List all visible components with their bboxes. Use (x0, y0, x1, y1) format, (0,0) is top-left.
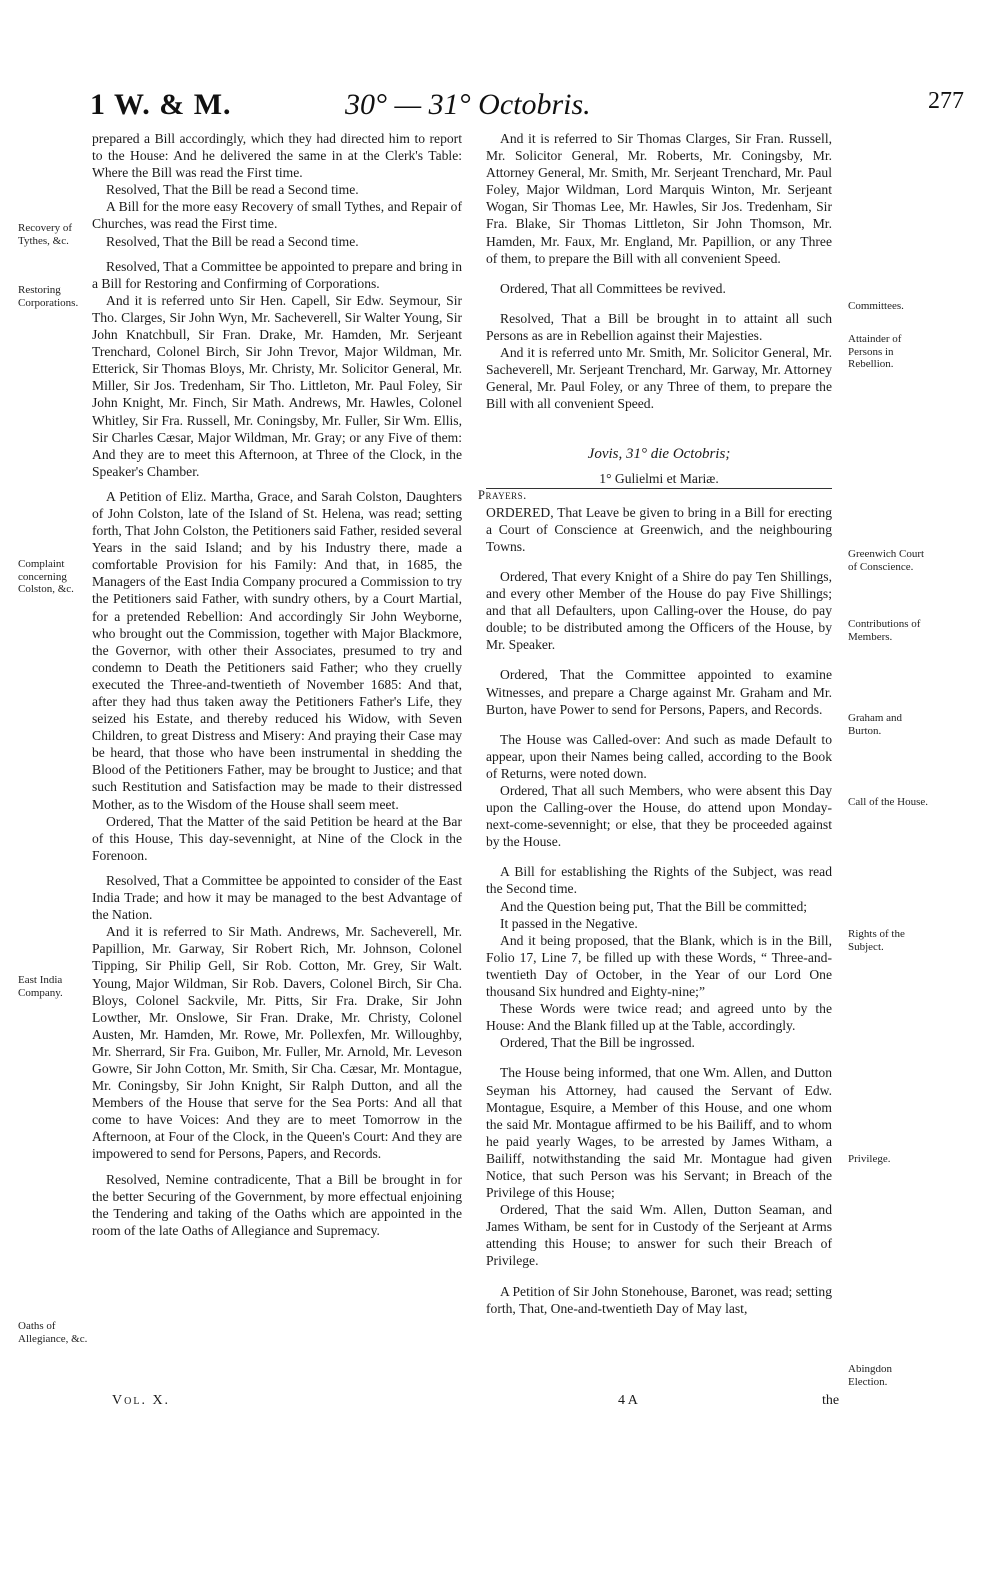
margin-note: Contributions of Members. (848, 618, 921, 643)
margin-note: Abingdon Election. (848, 1363, 892, 1388)
paragraph: Resolved, That a Committee be appointed to consider of the East India Trade; and how it may be managed to the best Advantage of the Nation. (92, 872, 462, 923)
margin-note: Complaint concerning Colston, &c. (18, 558, 74, 595)
margin-note: Privilege. (848, 1153, 891, 1165)
margin-note: Recovery of Tythes, &c. (18, 222, 73, 247)
paragraph: A Petition of Eliz. Martha, Grace, and Sarah Colston, Daughters of John Colston, late of the Island of St. Helena, was read; setting forth, That John Colston, the Petitioners said Father, resided several Years in the said Island; and by his Industry there, made a comfortable Provision for his Family: And that, in 1685, the Managers of the East India Company procured a Commission to try the Petitioners said Father, with sundry others, by a Court Martial, for a pretended Rebellion: And accordingly Sir John Weyborne, who brought out the Commission, together with Major Blackmore, the Governor, with other their Associates, presumed to try and condemn to Death the Petitioners said Father; who they cruelly executed the Three-and-twentieth of November 1685: And that, after they had thus taken away the Petitioners Father's Life, they seized his Estate, and thereby reduced his Widow, with Seven Children, to great Distress and Misery: And praying their Case may be heard, that those who have been instrumental in shedding the Blood of the Petitioners Father, may be brought to Justice; and that such Restitution and Satisfaction may be made to their distressed Mother, as to the Wisdom of the House shall seem meet. (92, 488, 462, 812)
paragraph: Ordered, That the Committee appointed to examine Witnesses, and prepare a Charge against Mr. Graham and Mr. Burton, have Power to send for Persons, Papers, and Records. (486, 667, 832, 717)
paragraph: And it is referred to Sir Math. Andrews, Mr. Sacheverell, Mr. Papillion, Mr. Garway, Sir Robert Rich, Mr. Johnson, Colonel Tipping, Sir Philip Gell, Sir Rob. Cotton, Mr. Grey, Sir Walt. Young, Major Wildman, Sir Rob. Davers, Colonel Birch, Sir Cha. Bloys, Colonel Sackvile, Mr. Pitts, Sir Fra. Drake, Sir John Lowther, Mr. Onslowe, Sir Fran. Drake, Mr. Christy, Colonel Austen, Mr. Hamden, Mr. Rowe, Mr. Pollexfen, Mr. Willoughby, Mr. Sherrard, Sir Fra. Guibon, Mr. Fuller, Mr. Arnold, Mr. Leveson Gowre, Sir John Cotton, Mr. Smith, Sir Cha. Cæsar, Mr. Montague, Mr. Coningsby, Sir John Knight, Sir Ralph Dutton, and all the Members of the House that serve for the Sea Ports: And all that come to have Voices: And they are to meet Tomorrow in the Afternoon, at Four of the Clock, in the Queen's Court: And they are impowered to send for Persons, Papers, and Records. (92, 924, 462, 1162)
right-column (478, 130, 832, 1317)
paragraph: Resolved, That the Bill be read a Second time. (106, 182, 359, 198)
left-column (92, 130, 462, 1239)
paragraph: It passed in the Negative. (500, 915, 638, 931)
section-divider (486, 488, 832, 489)
paragraph: A Bill for establishing the Rights of the Subject, was read the Second time. (486, 864, 832, 897)
paragraph: And the Question being put, That the Bill be committed; (500, 898, 808, 914)
margin-note: Attainder of Persons in Rebellion. (848, 333, 902, 370)
paragraph: Ordered, That all Committees be revived. (500, 280, 726, 296)
paragraph: The House being informed, that one Wm. Allen, and Dutton Seyman his Attorney, had caused the Servant of Edw. Montague, Esquire, a Member of this House, and one whom the said Mr. Montague affirmed to be his Bailiff, and to whom he paid yearly Wages, to be arrested by James Witham, a Bailiff, notwithstanding the said Mr. Montague had given Notice, that such Person was his Servant; in Breach of the Privilege of this House; (486, 1065, 832, 1201)
paragraph: And it is referred to Sir Thomas Clarges, Sir Fran. Russell, Mr. Solicitor General, Mr. Roberts, Mr. Coningsby, Mr. Attorney General, Mr. Smith, Mr. Serjeant Trenchard, Mr. Paul Foley, Major Wildman, Lord Marquis Winton, Mr. Serjeant Wogan, Sir Thomas Lee, Mr. Hawles, Sir Jos. Tredenham, Sir Fra. Blake, Sir Thomas Littleton, Sir John Thomson, Mr. Hamden, Mr. Faux, Mr. England, Mr. Papillion, or any Three of them, to prepare the Bill with all convenient Speed. (486, 131, 832, 266)
margin-note: East India Company. (18, 974, 63, 999)
paragraph: Resolved, Nemine contradicente, That a Bill be brought in for the better Securing of the Government, by more effectual enjoining the Tendering and taking of the Oaths which are appointed in the room of the late Oaths of Allegiance and Supremacy. (92, 1171, 462, 1238)
prayers-heading: Prayers. (478, 487, 527, 502)
paragraph: Resolved, That a Bill be brought in to attaint all such Persons as are in Rebellion against their Majesties. (486, 310, 832, 343)
paragraph: Ordered, That every Knight of a Shire do pay Ten Shillings, and every other Member of the House do pay Five Shillings; and that all Defaulters, upon Calling-over the House, do pay double; to be distributed among the Officers of the House, by Mr. Speaker. (486, 568, 832, 653)
paragraph: Ordered, That the Bill be ingrossed. (500, 1035, 695, 1051)
margin-note: Call of the House. (848, 796, 929, 808)
paragraph: And it is referred unto Mr. Smith, Mr. Solicitor General, Mr. Sacheverell, Mr. Serjeant Trenchard, Mr. Garway, Mr. Attorney General, Mr. Paul Foley, or any Three of them, to prepare the Bill with all convenient Speed. (486, 345, 832, 412)
paragraph: The House was Called-over: And such as made Default to appear, upon their Names being called, according to the Book of Returns, were noted down. (486, 731, 832, 781)
paragraph: And it being proposed, that the Blank, which is in the Bill, Folio 17, Line 7, be filled up with these Words, “ Three-and-twentieth Day of October, in the Year of our Lord One thousand Six hundred and Eighty-nine;” (486, 932, 832, 1000)
day-subheading: 1° Gulielmi et Mariæ. (599, 470, 719, 486)
running-head-dates: 30° — 31° Octobris. (345, 88, 591, 121)
paragraph: Resolved, That the Bill be read a Second time. (106, 233, 359, 249)
paragraph: A Petition of Sir John Stonehouse, Baronet, was read; setting forth, That, One-and-twentieth Day of May last, (486, 1283, 832, 1316)
paragraph: Ordered, That all such Members, who were absent this Day upon the Calling-over the House, do attend upon Monday-next-come-sevennight; or else, that they be proceeded against by the House. (486, 783, 832, 850)
paragraph: These Words were twice read; and agreed unto by the House: And the Blank filled up at the Table, accordingly. (486, 1001, 832, 1034)
margin-note: Oaths of Allegiance, &c. (18, 1320, 88, 1345)
paragraph: Resolved, That a Committee be appointed to prepare and bring in a Bill for Restoring and Confirming of Corporations. (92, 258, 462, 291)
margin-note: Greenwich Court of Conscience. (848, 548, 925, 573)
page-number: 277 (928, 88, 964, 114)
paragraph: prepared a Bill accordingly, which they had directed him to report to the House: And he delivered the same in at the Clerk's Table: Where the Bill was read the First time. (92, 131, 462, 181)
margin-note: Rights of the Subject. (848, 928, 905, 953)
margin-note: Committees. (848, 300, 904, 312)
margin-note: Restoring Corporations. (18, 284, 79, 309)
signature-mark: 4 A (618, 1393, 638, 1408)
volume-mark: Vol. X. (112, 1393, 171, 1408)
paragraph: ORDERED, That Leave be given to bring in a Bill for erecting a Court of Conscience at Greenwich, and the neighbouring Towns. (486, 504, 832, 554)
catchword: the (822, 1393, 840, 1408)
day-heading: Jovis, 31° die Octobris; (587, 446, 731, 463)
margin-note: Graham and Burton. (848, 712, 903, 737)
paragraph: Ordered, That the said Wm. Allen, Dutton Seaman, and James Witham, be sent for in Custody of the Serjeant at Arms attending this House; to answer for such their Breach of Privilege. (486, 1202, 832, 1269)
running-head-regnal-year: 1 W. & M. (90, 88, 232, 121)
paragraph: And it is referred unto Sir Hen. Capell, Sir Edw. Seymour, Sir Tho. Clarges, Sir John Wyn, Mr. Sacheverell, Sir Walter Young, Sir John Knatchbull, Sir Fran. Drake, Mr. Hamden, Mr. Serjeant Trenchard, Colonel Birch, Sir John Trevor, Major Wildman, Mr. Etterick, Sir Thomas Bloys, Mr. Christy, Mr. Solicitor General, Mr. Miller, Sir Jos. Tredenham, Sir Tho. Littleton, Mr. Paul Foley, Sir John Knight, Mr. Finch, Sir Math. Andrews, Mr. Hawles, Colonel Whitley, Sir Fra. Russell, Mr. Coningsby, Mr. Fuller, Sir Wm. Ellis, Sir Charles Cæsar, Major Wildman, Mr. Gray; or any Five of them: And they are to meet this Afternoon, at Three of the Clock, in the Speaker's Chamber. (92, 292, 462, 479)
paragraph: A Bill for the more easy Recovery of small Tythes, and Repair of Churches, was read the First time. (92, 199, 462, 232)
paragraph: Ordered, That the Matter of the said Petition be heard at the Bar of this House, This day-sevennight, at Nine of the Clock in the Forenoon. (92, 813, 462, 863)
